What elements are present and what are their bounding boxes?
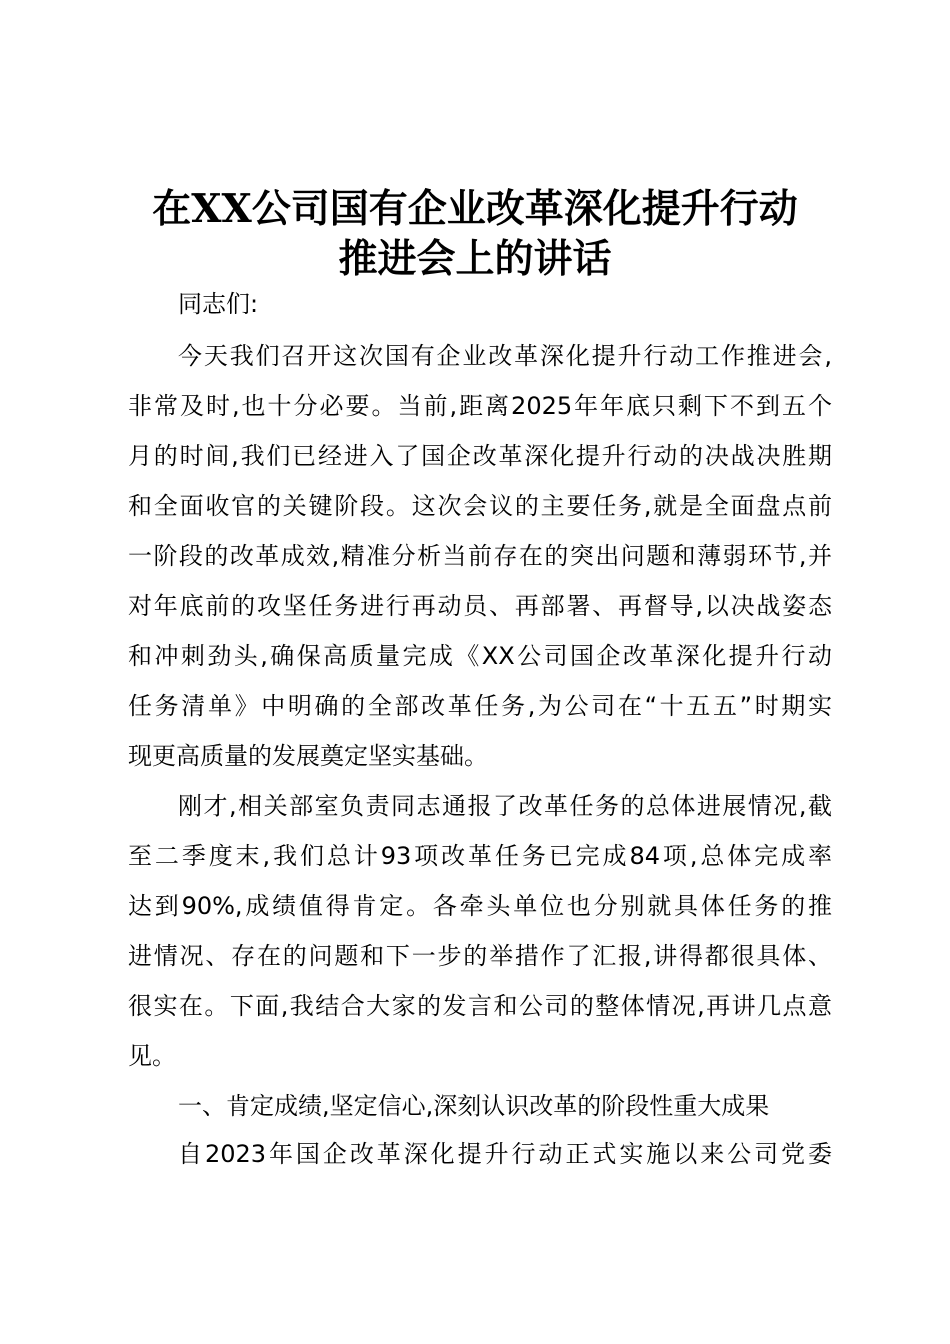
paragraph-1-line: 任务清单》中明确的全部改革任务,为公司在“十五五”时期实 — [128, 692, 832, 720]
paragraph-1-line: 和全面收官的关键阶段。这次会议的主要任务,就是全面盘点前 — [128, 492, 832, 520]
paragraph-2-line: 刚才,相关部室负责同志通报了改革任务的总体进展情况,截 — [178, 792, 832, 820]
paragraph-1-line: 一阶段的改革成效,精准分析当前存在的突出问题和薄弱环节,并 — [128, 542, 832, 570]
paragraph-3-line: 自2023年国企改革深化提升行动正式实施以来公司党委 — [178, 1140, 832, 1168]
salutation: 同志们: — [178, 290, 259, 318]
paragraph-1-line: 现更高质量的发展奠定坚实基础。 — [128, 742, 488, 770]
paragraph-1-line: 今天我们召开这次国有企业改革深化提升行动工作推进会, — [178, 342, 832, 370]
paragraph-1-line: 和冲刺劲头,确保高质量完成《XX公司国企改革深化提升行动 — [128, 642, 832, 670]
section-1-heading: 一、肯定成绩,坚定信心,深刻认识改革的阶段性重大成果 — [178, 1092, 770, 1120]
paragraph-2-line: 很实在。下面,我结合大家的发言和公司的整体情况,再讲几点意 — [128, 992, 832, 1020]
document-title-line-2: 推进会上的讲话 — [338, 236, 612, 282]
paragraph-1-line: 非常及时,也十分必要。当前,距离2025年年底只剩下不到五个 — [128, 392, 832, 420]
paragraph-2-line: 达到90%,成绩值得肯定。各牵头单位也分别就具体任务的推 — [128, 892, 832, 920]
paragraph-1-line: 对年底前的攻坚任务进行再动员、再部署、再督导,以决战姿态 — [128, 592, 832, 620]
paragraph-2-line: 至二季度末,我们总计93项改革任务已完成84项,总体完成率 — [128, 842, 832, 870]
paragraph-1-line: 月的时间,我们已经进入了国企改革深化提升行动的决战决胜期 — [128, 442, 832, 470]
paragraph-2-line: 进情况、存在的问题和下一步的举措作了汇报,讲得都很具体、 — [128, 942, 832, 970]
paragraph-2-line: 见。 — [128, 1042, 176, 1070]
document-title-line-1: 在XX公司国有企业改革深化提升行动 — [152, 186, 798, 232]
